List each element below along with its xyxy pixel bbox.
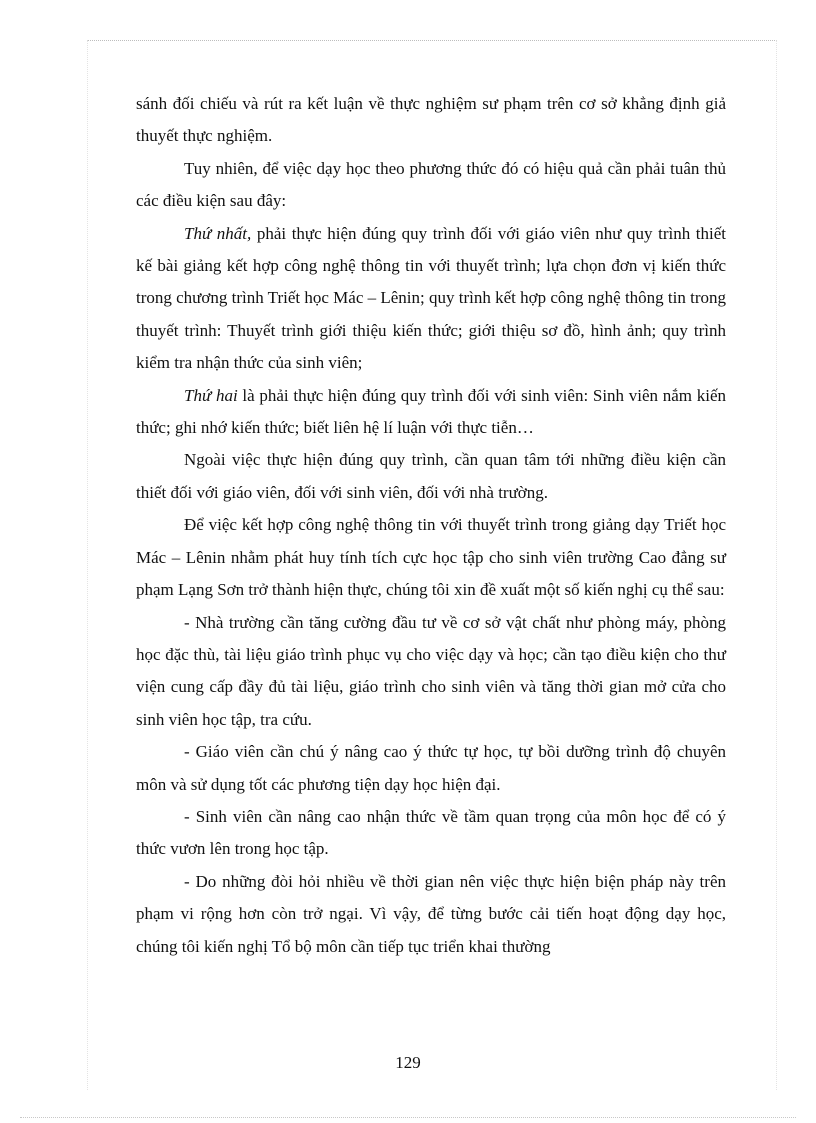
document-body	[136, 88, 726, 963]
paragraph-9: - Sinh viên cần nâng cao nhận thức về tầm quan trọng của môn học để có ý thức vươn lên trong học tập.	[136, 806, 726, 859]
page-bottom-rule	[20, 1117, 796, 1118]
page-number: 129	[395, 1053, 421, 1072]
paragraph-4: Thứ hai là phải thực hiện đúng quy trình đối với sinh viên: Sinh viên nắm kiến thức; ghi nhớ kiến thức; biết liên hệ lí luận với thực tiễn…	[136, 385, 726, 438]
lead-term: Thứ nhất,	[184, 223, 252, 243]
paragraph-7: - Nhà trường cần tăng cường đầu tư về cơ sở vật chất như phòng máy, phòng học đặc thù, tài liệu giáo trình phục vụ cho việc dạy và học; cần tạo điều kiện cho thư viện cung cấp đầy đủ tài liệu, giáo trình cho sinh viên và tăng thời gian mở cửa cho sinh viên học tập, tra cứu.	[136, 612, 726, 729]
paragraph-6: Để việc kết hợp công nghệ thông tin với thuyết trình trong giảng dạy Triết học Mác – Lênin nhằm phát huy tính tích cực học tập cho sinh viên trường Cao đẳng sư phạm Lạng Sơn trở thành hiện thực, chúng tôi xin đề xuất một số kiến nghị cụ thể sau:	[136, 515, 726, 600]
lead-term: Thứ hai	[184, 385, 238, 405]
paragraph-1: sánh đối chiếu và rút ra kết luận về thực nghiệm sư phạm trên cơ sở khẳng định giả thuyết thực nghiệm.	[136, 94, 726, 146]
paragraph-5: Ngoài việc thực hiện đúng quy trình, cần quan tâm tới những điều kiện cần thiết đối với giáo viên, đối với sinh viên, đối với nhà trường.	[136, 450, 726, 502]
paragraph-10: - Do những đòi hỏi nhiều về thời gian nên việc thực hiện biện pháp này trên phạm vi rộng hơn còn trở ngại. Vì vậy, để từng bước cải tiến hoạt động dạy học, chúng tôi kiến nghị Tổ bộ môn cần tiếp tục triển khai thường	[136, 871, 726, 956]
paragraph-2: Tuy nhiên, để việc dạy học theo phương thức đó có hiệu quả cần phải tuân thủ các điều kiện sau đây:	[136, 158, 726, 211]
paragraph-8: - Giáo viên cần chú ý nâng cao ý thức tự học, tự bồi dưỡng trình độ chuyên môn và sử dụng tốt các phương tiện dạy học hiện đại.	[136, 742, 726, 794]
paragraph-3: Thứ nhất, phải thực hiện đúng quy trình đối với giáo viên như quy trình thiết kế bài giảng kết hợp công nghệ thông tin với thuyết trình; lựa chọn đơn vị kiến thức trong chương trình Triết học Mác – Lênin; quy trình kết hợp công nghệ thông tin trong thuyết trình: Thuyết trình giới thiệu kiến thức; giới thiệu sơ đồ, hình ảnh; quy trình kiểm tra nhận thức của sinh viên;	[136, 223, 727, 373]
